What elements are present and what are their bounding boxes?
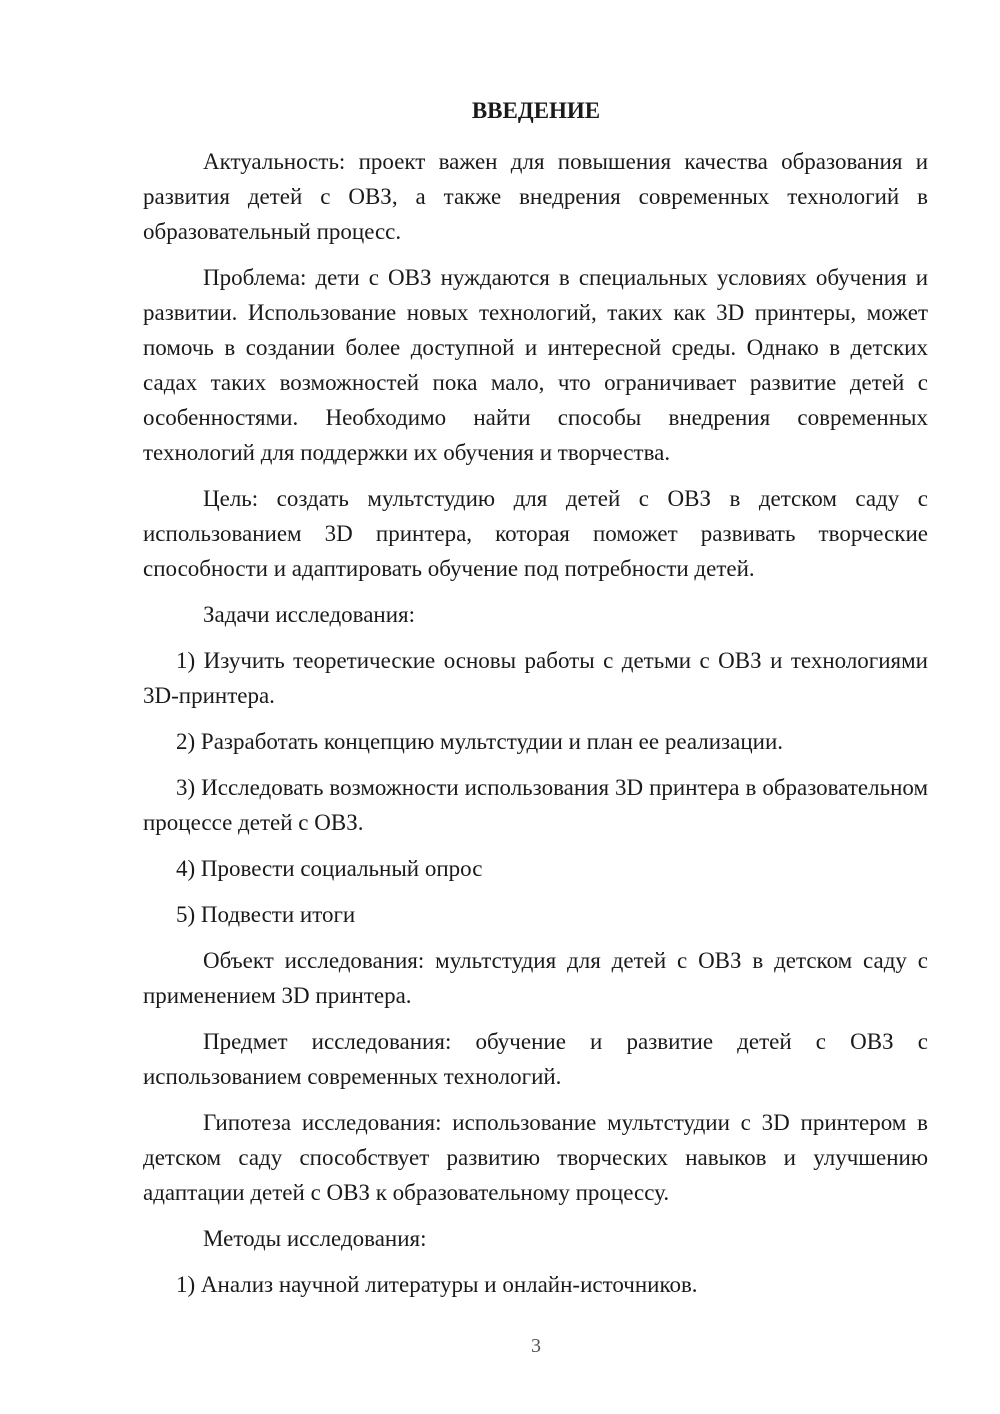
paragraph-tasks-heading: Задачи исследования: [203, 602, 416, 627]
task-item: 5) Подвести итоги [176, 902, 356, 927]
paragraph-goal: Цель: создать мультстудию для детей с ОВЗ в детском саду с использованием 3D принтера, которая поможет развивать творческие способности и адаптировать обучение под потребности детей. [143, 486, 928, 581]
paragraph-methods-heading: Методы исследования: [203, 1226, 427, 1251]
page-title: ВВЕДЕНИЕ [471, 98, 601, 123]
task-item: 4) Провести социальный опрос [176, 856, 483, 881]
paragraph-problem: Проблема: дети с ОВЗ нуждаются в специальных условиях обучения и развитии. Использование новых технологий, таких как 3D принтеры, может помочь в создании более доступной и интересной среды. Однако в детских садах таких возможностей пока мало, что ограничивает развитие детей с особенностями. Необходимо найти способы внедрения современных технологий для поддержки их обучения и творчества. [143, 265, 928, 465]
paragraph-object: Объект исследования: мультстудия для детей с ОВЗ в детском саду с применением 3D принтера. [143, 948, 928, 1008]
paragraph-relevance: Актуальность: проект важен для повышения качества образования и развития детей с ОВЗ, а также внедрения современных технологий в образовательный процесс. [143, 149, 928, 244]
task-item: 2) Разработать концепцию мультстудии и план ее реализации. [176, 729, 784, 754]
method-item: 1) Анализ научной литературы и онлайн-источников. [176, 1272, 698, 1297]
task-item: 1) Изучить теоретические основы работы с детьми с ОВЗ и технологиями 3D-принтера. [143, 648, 928, 708]
paragraph-subject: Предмет исследования: обучение и развитие детей с ОВЗ с использованием современных технологий. [143, 1029, 928, 1089]
document-body [143, 144, 928, 1313]
page-number: 3 [531, 1335, 541, 1357]
task-item: 3) Исследовать возможности использования 3D принтера в образовательном процессе детей с ОВЗ. [143, 775, 928, 835]
paragraph-hypothesis: Гипотеза исследования: использование мультстудии с 3D принтером в детском саду способствует развитию творческих навыков и улучшению адаптации детей с ОВЗ к образовательному процессу. [143, 1110, 928, 1205]
